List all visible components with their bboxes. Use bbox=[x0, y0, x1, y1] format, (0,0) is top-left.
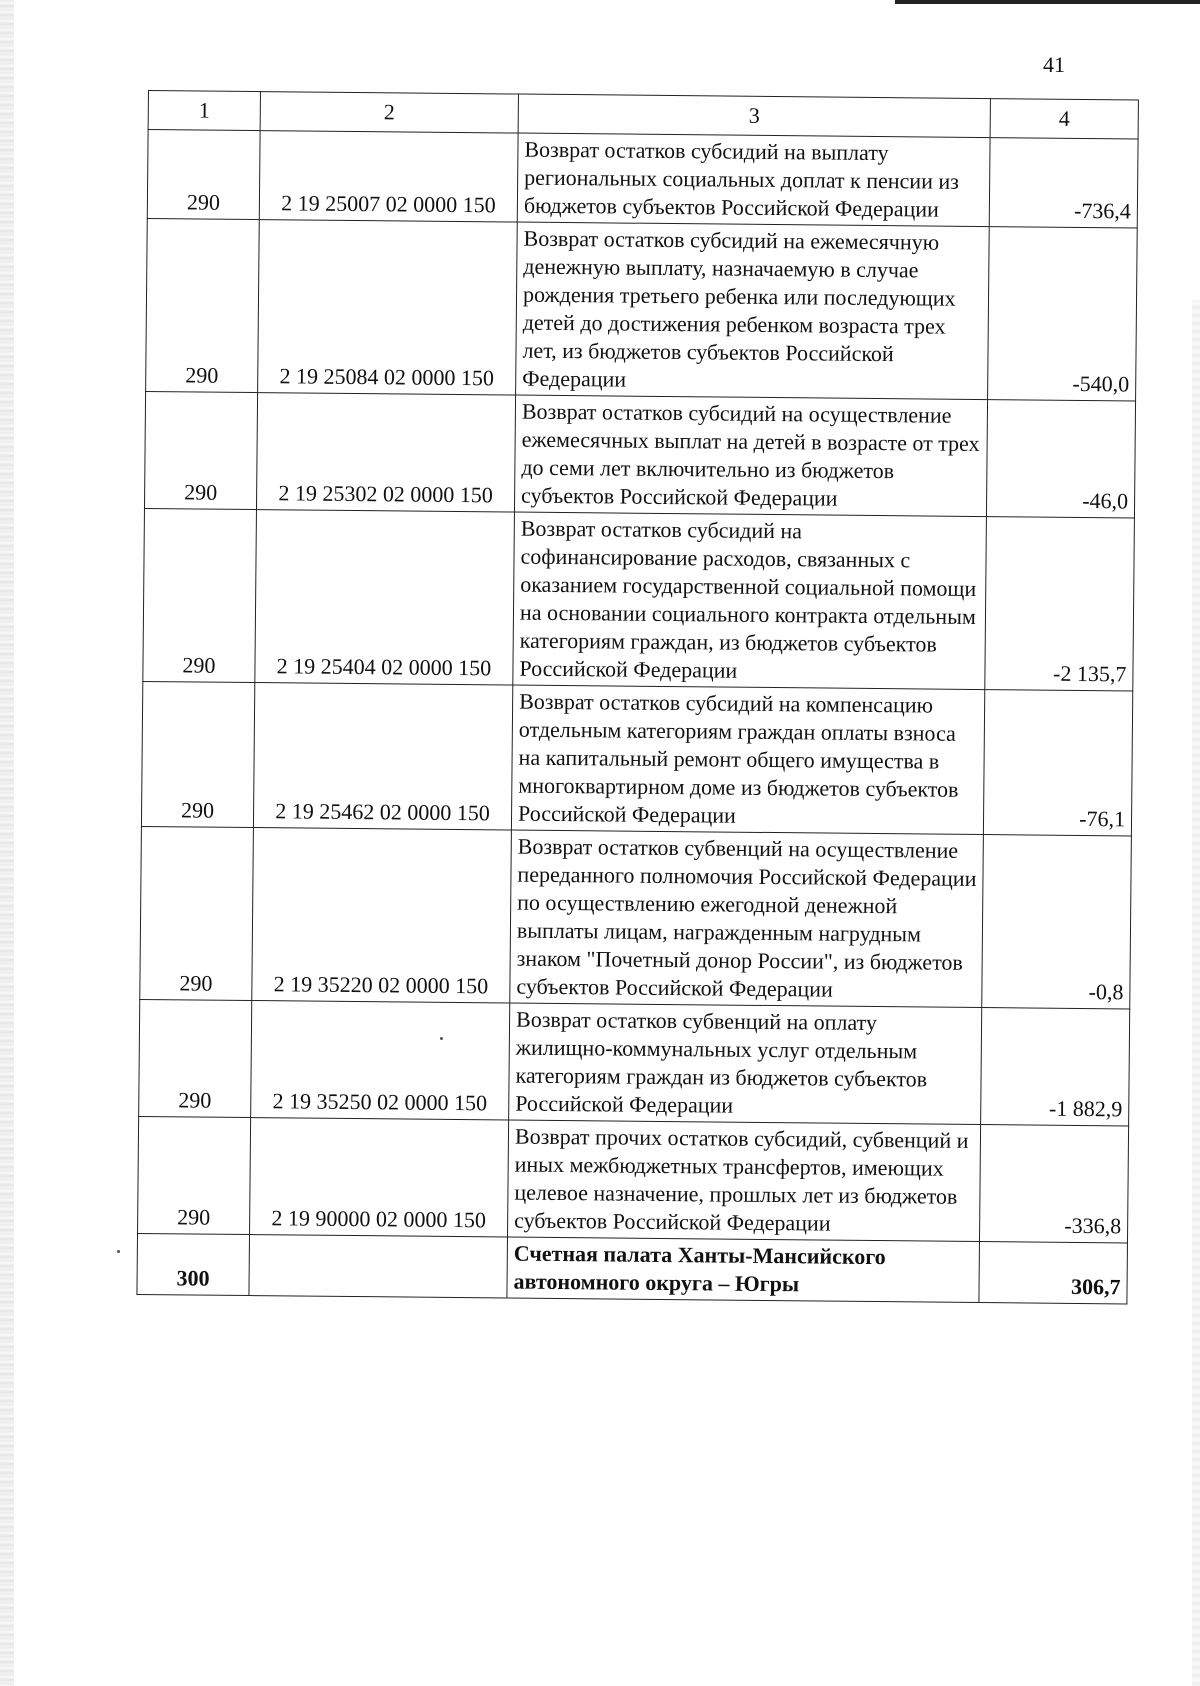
amount-cell: -76,1 bbox=[983, 690, 1132, 836]
kbk-code-cell: 2 19 25462 02 0000 150 bbox=[253, 683, 512, 830]
table-row bbox=[144, 391, 1135, 517]
header-cell-2: 2 bbox=[260, 92, 518, 133]
header-cell-1: 1 bbox=[148, 91, 260, 131]
table-row bbox=[146, 218, 1138, 400]
revenue-name-cell: Возврат прочих остатков субсидий, субвенций и иных межбюджетных трансфертов, имеющих целевое назначение, прошлых лет из бюджетов субъектов Российской Федерации bbox=[508, 1120, 981, 1242]
scan-top-bar bbox=[895, 0, 1200, 4]
total-row bbox=[137, 1233, 1128, 1304]
scan-right-edge bbox=[1192, 300, 1200, 1686]
table-row bbox=[139, 999, 1130, 1125]
amount-cell: -1 882,9 bbox=[981, 1008, 1130, 1126]
total-kbk-cell bbox=[249, 1235, 508, 1298]
budget-table bbox=[136, 90, 1139, 1304]
scan-left-edge bbox=[0, 0, 14, 1686]
revenue-name-cell: Возврат остатков субвенций на осуществление переданного полномочия Российской Федерации по осуществлению ежегодной денежной выплаты лицам, награжденным нагрудным знаком "Почетный донор России", из бюджетов субъектов Российской Федерации bbox=[510, 830, 984, 1008]
scan-speck bbox=[440, 1037, 443, 1040]
table-row bbox=[143, 508, 1135, 690]
admin-code-cell: 290 bbox=[139, 999, 252, 1117]
revenue-name-cell: Возврат остатков субсидий на компенсацию отдельным категориям граждан оплаты взноса на капитальный ремонт общего имущества в многоквартирном доме из бюджетов субъектов Российской Федерации bbox=[511, 685, 984, 835]
kbk-code-cell: 2 19 90000 02 0000 150 bbox=[250, 1118, 509, 1237]
kbk-code-cell: 2 19 35250 02 0000 150 bbox=[251, 1001, 510, 1120]
scan-speck bbox=[117, 1250, 120, 1253]
amount-cell: -336,8 bbox=[979, 1125, 1128, 1243]
total-amount-cell: 306,7 bbox=[979, 1242, 1128, 1304]
revenue-name-cell: Возврат остатков субсидий на осуществление ежемесячных выплат на детей в возрасте от трех до семи лет включительно из бюджетов субъектов Российской Федерации bbox=[514, 395, 987, 517]
page-number: 41 bbox=[1043, 52, 1065, 77]
admin-code-cell: 290 bbox=[146, 218, 260, 392]
amount-cell: -736,4 bbox=[989, 138, 1138, 228]
total-name-cell: Счетная палата Ханты-Мансийского автономного округа – Югры bbox=[507, 1237, 980, 1303]
admin-code-cell: 290 bbox=[144, 391, 257, 509]
table-row bbox=[138, 1116, 1129, 1242]
header-cell-3: 3 bbox=[518, 94, 990, 138]
kbk-code-cell: 2 19 25404 02 0000 150 bbox=[255, 510, 515, 685]
revenue-name-cell: Возврат остатков субвенций на оплату жилищно-коммунальных услуг отдельным категориям граждан из бюджетов субъектов Российской Федерации bbox=[509, 1003, 982, 1125]
amount-cell: -540,0 bbox=[988, 227, 1138, 401]
kbk-code-cell: 2 19 35220 02 0000 150 bbox=[252, 828, 512, 1003]
admin-code-cell: 290 bbox=[140, 826, 254, 1000]
amount-cell: -0,8 bbox=[982, 835, 1132, 1009]
total-code-cell: 300 bbox=[137, 1233, 250, 1295]
table-row bbox=[141, 681, 1132, 835]
amount-cell: -46,0 bbox=[986, 400, 1135, 518]
table-row bbox=[140, 826, 1132, 1008]
amount-cell: -2 135,7 bbox=[985, 517, 1135, 691]
revenue-name-cell: Возврат остатков субсидий на софинансирование расходов, связанных с оказанием государственной социальной помощи на основании социального контракта отдельным категориям граждан, из бюджетов субъектов Российской Федерации bbox=[513, 512, 987, 690]
revenue-name-cell: Возврат остатков субсидий на ежемесячную денежную выплату, назначаемую в случае рождения третьего ребенка или последующих детей до достижения ребенком возраста трех лет, из бюджетов субъектов Российской Федерации bbox=[516, 222, 990, 400]
kbk-code-cell: 2 19 25302 02 0000 150 bbox=[256, 393, 515, 512]
header-cell-4: 4 bbox=[990, 99, 1138, 139]
admin-code-cell: 290 bbox=[138, 1116, 251, 1234]
admin-code-cell: 290 bbox=[143, 508, 257, 682]
kbk-code-cell: 2 19 25084 02 0000 150 bbox=[258, 220, 518, 395]
kbk-code-cell: 2 19 25007 02 0000 150 bbox=[259, 131, 518, 222]
table-row bbox=[147, 130, 1138, 228]
admin-code-cell: 290 bbox=[147, 130, 260, 220]
revenue-name-cell: Возврат остатков субсидий на выплату региональных социальных доплат к пенсии из бюджетов субъектов Российской Федерации bbox=[517, 133, 990, 227]
admin-code-cell: 290 bbox=[141, 681, 254, 827]
